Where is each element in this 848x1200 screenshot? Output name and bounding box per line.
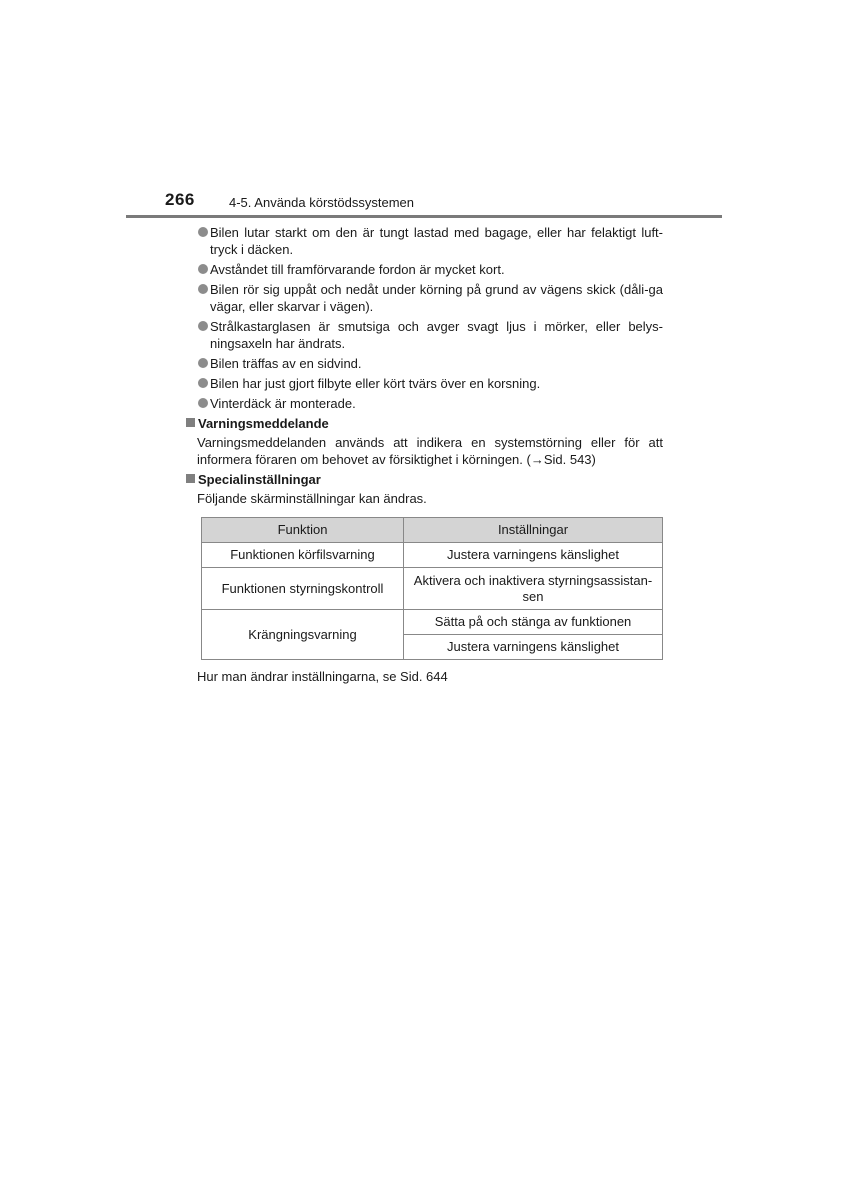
function-cell: Krängningsvarning — [202, 610, 404, 660]
square-bullet-icon — [186, 418, 195, 427]
main-content — [197, 224, 663, 685]
bullet-icon — [198, 264, 208, 274]
list-item: Bilen lutar starkt om den är tungt lastad med bagage, eller har felaktigt luft-tryck i däcken. — [197, 224, 663, 258]
bullet-icon — [198, 321, 208, 331]
list-item: Bilen har just gjort filbyte eller kört tvärs över en korsning. — [197, 375, 663, 392]
bullet-icon — [198, 398, 208, 408]
footer-note: Hur man ändrar inställningarna, se Sid. 644 — [197, 669, 448, 684]
list-item: Bilen rör sig uppåt och nedåt under körning på grund av vägens skick (dåli-ga vägar, eller skarvar i vägen). — [197, 281, 663, 315]
table-row — [202, 543, 663, 568]
section-title: 4-5. Använda körstödssystemen — [229, 195, 414, 210]
list-item: Avståndet till framförvarande fordon är mycket kort. — [197, 261, 663, 278]
page-number: 266 — [165, 190, 195, 209]
table-row — [202, 568, 663, 610]
settings-cell: Sätta på och stänga av funktionen — [404, 610, 663, 635]
settings-cell: Justera varningens känslighet — [404, 543, 663, 568]
list-item: Vinterdäck är monterade. — [197, 395, 663, 412]
special-heading: Specialinställningar — [185, 471, 663, 488]
bullet-icon — [198, 358, 208, 368]
column-header-function: Funktion — [202, 518, 404, 543]
warning-text: Varningsmeddelanden används att indikera en systemstörning eller för att informera föraren om behovet av försiktighet i körningen. (→Sid. 543) — [197, 435, 663, 467]
list-item: Bilen träffas av en sidvind. — [197, 355, 663, 372]
table-header-row — [202, 518, 663, 543]
list-item: Strålkastarglasen är smutsiga och avger svagt ljus i mörker, eller belys-ningsaxeln har ändrats. — [197, 318, 663, 352]
settings-cell: Aktivera och inaktivera styrningsassistan-sen — [404, 568, 663, 610]
special-intro: Följande skärminställningar kan ändras. — [197, 491, 427, 506]
bullet-icon — [198, 284, 208, 294]
column-header-settings: Inställningar — [404, 518, 663, 543]
table-row — [202, 610, 663, 635]
bullet-icon — [198, 378, 208, 388]
warning-heading: Varningsmeddelande — [185, 415, 663, 432]
settings-table — [201, 517, 663, 660]
page-header — [0, 0, 848, 220]
settings-cell: Justera varningens känslighet — [404, 635, 663, 660]
square-bullet-icon — [186, 474, 195, 483]
function-cell: Funktionen körfilsvarning — [202, 543, 404, 568]
header-rule — [126, 215, 722, 218]
bullet-icon — [198, 227, 208, 237]
function-cell: Funktionen styrningskontroll — [202, 568, 404, 610]
